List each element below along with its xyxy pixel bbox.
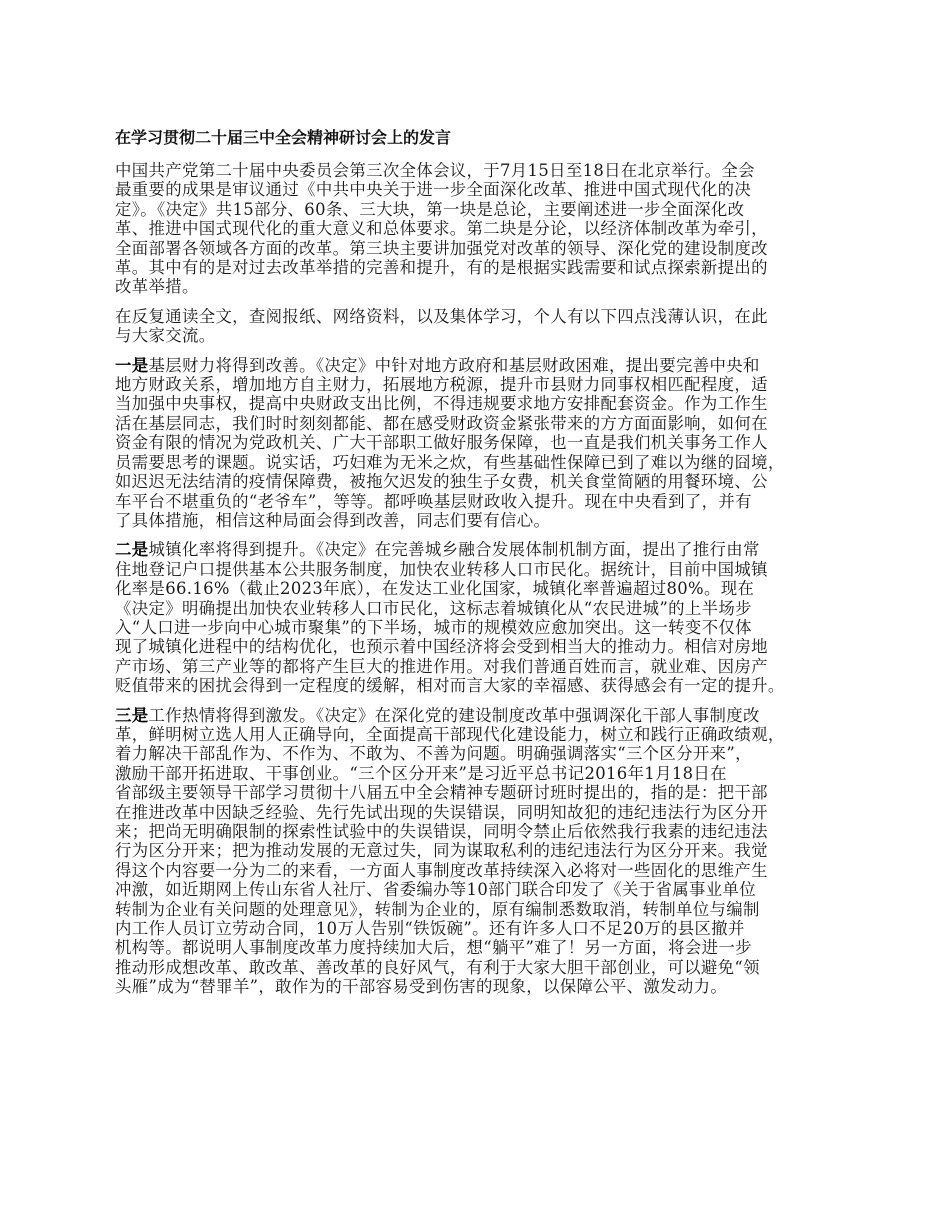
line-text: 如迟迟无法结清的疫情保障费，被拖欠迟发的独生子女费，机关食堂简陋的用餐环境、公 (115, 472, 768, 492)
line-text: 革。其中有的是对过去改革举措的完善和提升，有的是根据实践需要和试点探索新提出的 (115, 258, 768, 278)
line-text: 产市场、第三产业等的都将产生巨大的推进作用。对我们普通百姓而言，就业难、因房产 (115, 656, 768, 676)
line-text: 着力解决干部乱作为、不作为、不敢为、不善为问题。明确强调落实“三个区分开来”， (115, 744, 752, 764)
text-line (115, 579, 845, 598)
line-text: 头雁”成为“替罪羊”，敢作为的干部容易受到伤害的现象，以保障公平、激发动力。 (115, 977, 728, 997)
line-text: 得这个内容要一分为二的来看，一方面人事制度改革持续深入必将对一些固化的思维产生 (115, 860, 768, 880)
line-text: 住地登记户口提供基本公共服务制度，加快农业转移人口市民化。据统计，目前中国城镇 (115, 559, 768, 579)
point-lead-label: 一是 (115, 355, 149, 375)
text-line (115, 453, 845, 472)
line-text: 地方财政关系，增加地方自主财力，拓展地方税源，提升市县财力同事权相匹配程度，适 (115, 375, 768, 395)
text-line (115, 938, 845, 957)
text-line (115, 706, 845, 725)
line-text: 转制为企业有关问题的处理意见》，转制为企业的，原有编制悉数取消，转制单位与编制 (115, 899, 760, 919)
line-text: 活在基层同志，我们时时刻刻都能、都在感受财政资金紧张带来的方方面面影响，如何在 (115, 413, 768, 433)
line-text: 革、推进中国式现代化的重大意义和总体要求。第二块是分论，以经济体制改革为牵引， (115, 219, 768, 239)
line-text: 革，鲜明树立选人用人正确导向，全面提高干部现代化建设能力，树立和践行正确政绩观， (115, 724, 785, 744)
text-line (115, 492, 845, 511)
point-lead-label: 三是 (115, 705, 149, 725)
text-line (115, 637, 845, 656)
text-line (115, 783, 845, 802)
line-text: 内工作人员订立劳动合同，10万人告别“铁饭碗”。还有许多人口不足20万的县区撤并 (115, 919, 745, 939)
line-text: 了具体措施，相信这种局面会得到改善，同志们要有信心。 (115, 510, 551, 530)
document-title: 在学习贯彻二十届三中全会精神研讨会上的发言 (115, 128, 452, 147)
line-text: 贬值带来的困扰会得到一定程度的缓解，相对而言大家的幸福感、获得感会有一定的提升。 (115, 676, 785, 696)
line-text: 改革举措。 (115, 277, 199, 297)
line-text: 定》。《决定》共15部分、60条、三大块，第一块是总论，主要阐述进一步全面深化改 (115, 199, 745, 219)
line-text: 推动形成想改革、敢改革、善改革的良好风气，有利于大家大胆干部创业，可以避免“领 (115, 957, 760, 977)
document-body (115, 161, 845, 997)
line-text: 入“人口进一步向中心城市聚集”的下半场，城市的规模效应愈加突出。这一转变不仅体 (115, 617, 752, 637)
text-line (115, 900, 845, 919)
text-line (115, 822, 845, 841)
study-paragraph (115, 307, 845, 346)
line-text: 与大家交流。 (115, 326, 216, 346)
text-line (115, 180, 845, 199)
text-line (115, 219, 845, 238)
point-one-paragraph (115, 356, 845, 531)
line-text: 在反复通读全文，查阅报纸、网络资料，以及集体学习，个人有以下四点浅薄认识，在此 (115, 306, 768, 326)
line-text: 现了城镇化进程中的结构优化，也预示着中国经济将会受到相当大的推动力。相信对房地 (115, 637, 768, 657)
text-line (115, 958, 845, 977)
text-line (115, 277, 845, 296)
line-text: 车平台不堪重负的“老爷车”，等等。都呼唤基层财政收入提升。现在中央看到了，并有 (115, 491, 752, 511)
text-line (115, 433, 845, 452)
text-line (115, 744, 845, 763)
line-text: 全面部署各领域各方面的改革。第三块主要讲加强党对改革的领导、深化党的建设制度改 (115, 238, 768, 258)
text-line (115, 676, 845, 695)
text-line (115, 618, 845, 637)
text-line (115, 161, 845, 180)
text-line (115, 326, 845, 345)
text-line (115, 880, 845, 899)
line-text: 工作热情将得到激发。《决定》在深化党的建设制度改革中强调深化干部人事制度改 (148, 705, 760, 725)
text-line (115, 414, 845, 433)
text-line (115, 375, 845, 394)
line-text: 资金有限的情况为党政机关、广大干部职工做好服务保障，也一直是我们机关事务工作人 (115, 433, 768, 453)
point-three-paragraph (115, 706, 845, 997)
line-text: 城镇化率将得到提升。《决定》在完善城乡融合发展体制机制方面，提出了推行由常 (148, 540, 760, 560)
line-text: 最重要的成果是审议通过《中共中央关于进一步全面深化改革、推进中国式现代化的决 (115, 180, 752, 200)
line-text: 基层财力将得到改善。《决定》中针对地方政府和基层财政困难，提出要完善中央和 (148, 355, 760, 375)
text-line (115, 861, 845, 880)
line-text: 化率是66.16%（截止2023年底），在发达工业化国家，城镇化率普遍超过80%。现在 (115, 579, 755, 599)
point-lead-label: 二是 (115, 540, 149, 560)
text-line (115, 803, 845, 822)
line-text: 激励干部开拓进取、干事创业。“三个区分开来”是习近平总书记2016年1月18日在 (115, 763, 727, 783)
text-line (115, 511, 845, 530)
text-line (115, 307, 845, 326)
text-line (115, 657, 845, 676)
line-text: 省部级主要领导干部学习贯彻十八届五中全会精神专题研讨班时提出的，指的是：把干部 (115, 783, 768, 803)
line-text: 当加强中央事权，提高中央财政支出比例，不得违规要求地方安排配套资金。作为工作生 (115, 394, 768, 414)
text-line (115, 394, 845, 413)
text-line (115, 841, 845, 860)
text-line (115, 560, 845, 579)
text-line (115, 472, 845, 491)
text-line (115, 977, 845, 996)
line-text: 员需要思考的课题。说实话，巧妇难为无米之炊，有些基础性保障已到了难以为继的囧境， (115, 452, 785, 472)
line-text: 行为区分开来；把为推动发展的无意过失，同为谋取私利的违纪违法行为区分开来。我觉 (115, 841, 768, 861)
text-line (115, 725, 845, 744)
line-text: 冲激，如近期网上传山东省人社厅、省委编办等10部门联合印发了《关于省属事业单位 (115, 880, 756, 900)
text-line (115, 919, 845, 938)
document-page (115, 128, 845, 1007)
point-two-paragraph (115, 540, 845, 695)
line-text: 《决定》明确提出加快农业转移人口市民化，这标志着城镇化从“农民进城”的上半场步 (115, 598, 752, 618)
text-line (115, 258, 845, 277)
text-line (115, 239, 845, 258)
line-text: 中国共产党第二十届中央委员会第三次全体会议，于7月15日至18日在北京举行。全会 (115, 161, 755, 180)
line-text: 机构等。都说明人事制度改革力度持续加大后，想“躺平”难了！另一方面，将会进一步 (115, 938, 752, 958)
line-text: 在推进改革中因缺乏经验、先行先试出现的失误错误，同明知故犯的违纪违法行为区分开 (115, 802, 768, 822)
text-line (115, 540, 845, 559)
text-line (115, 599, 845, 618)
text-line (115, 356, 845, 375)
intro-paragraph (115, 161, 845, 297)
text-line (115, 764, 845, 783)
text-line (115, 200, 845, 219)
line-text: 来；把尚无明确限制的探索性试验中的失误错误，同明令禁止后依然我行我素的违纪违法 (115, 822, 768, 841)
